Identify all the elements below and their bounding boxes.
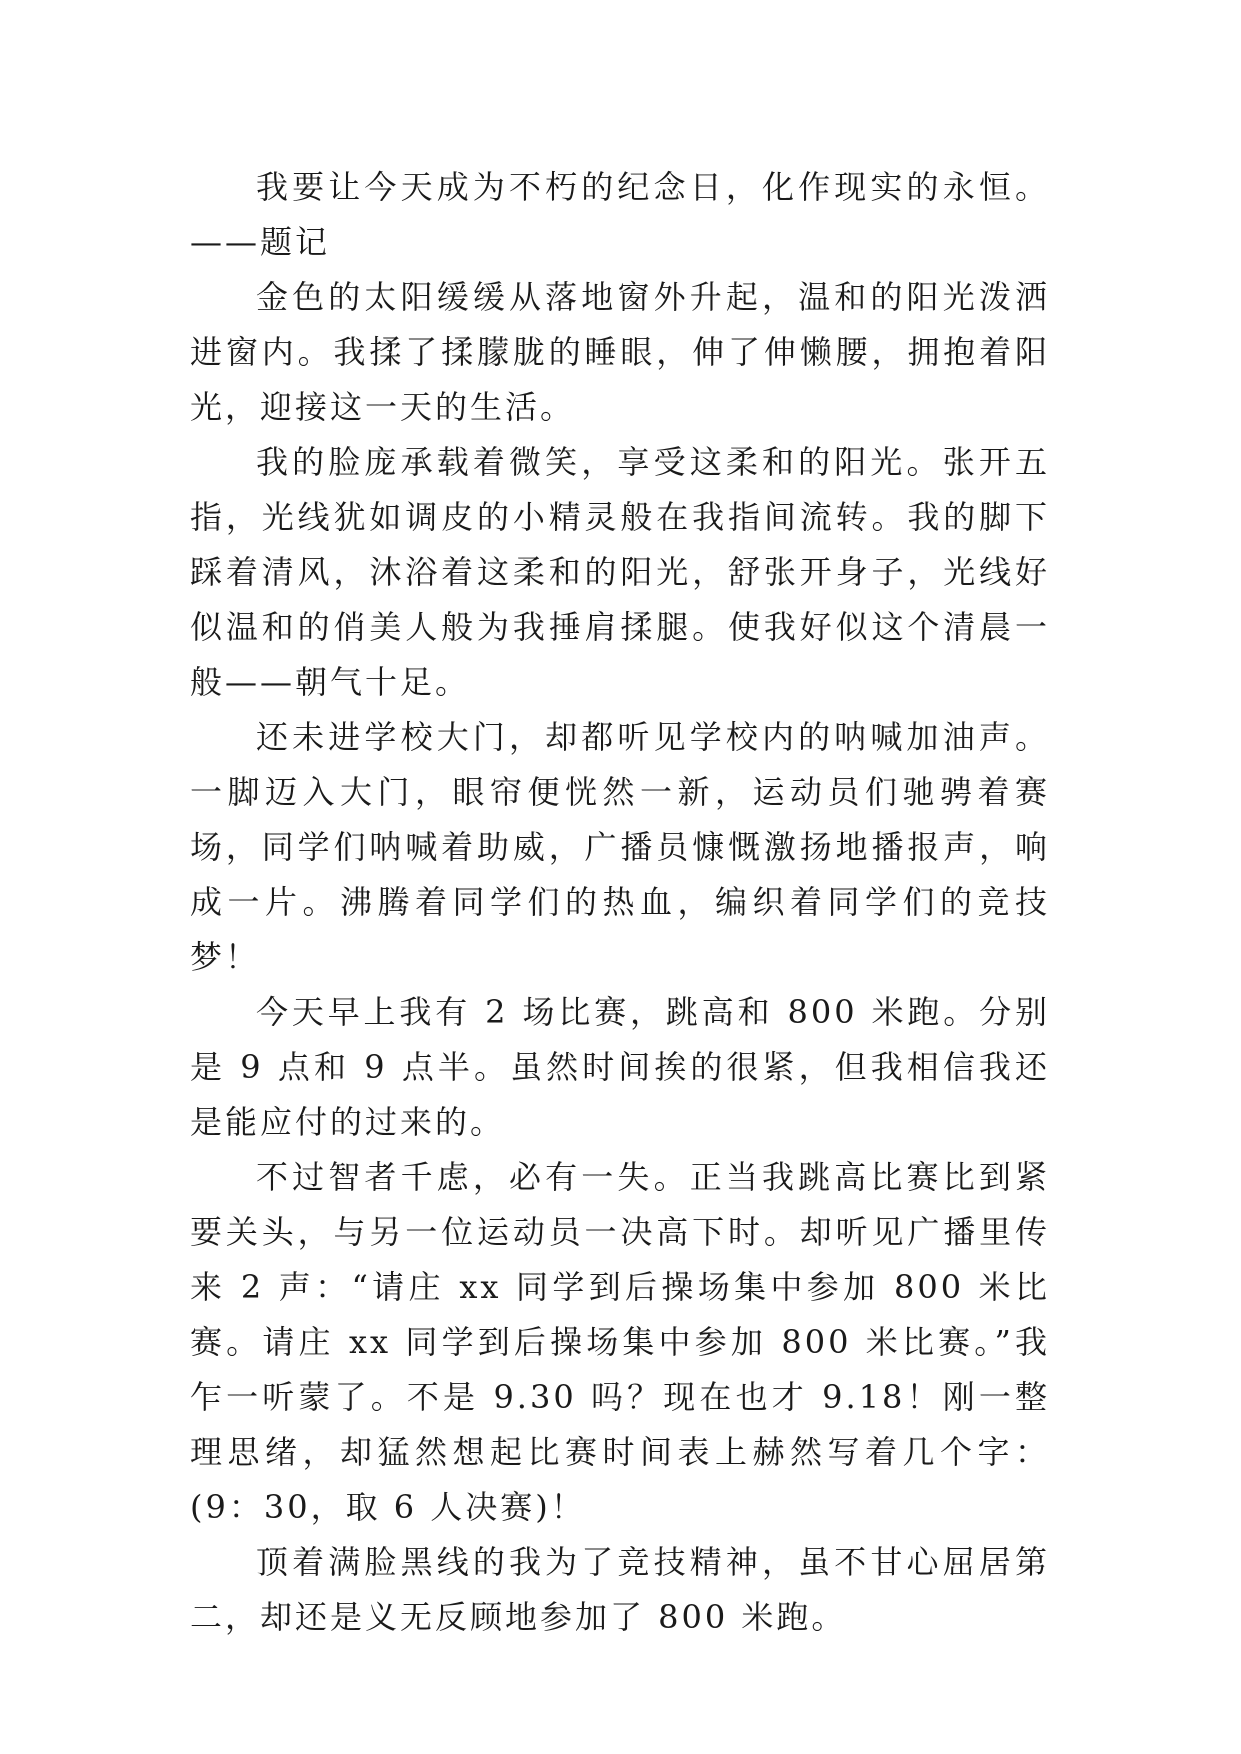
paragraph-schedule: 今天早上我有 2 场比赛，跳高和 800 米跑。分别是 9 点和 9 点半。虽然时间挨的很紧，但我相信我还是能应付的过来的。 bbox=[190, 993, 1050, 1141]
paragraph-sunlight: 我的脸庞承载着微笑，享受这柔和的阳光。张开五指，光线犹如调皮的小精灵般在我指间流转。我的脚下踩着清风，沐浴着这柔和的阳光，舒张开身子，光线好似温和的俏美人般为我捶肩揉腿。使我好似这个清晨一般——朝气十足。 bbox=[190, 443, 1050, 701]
paragraph-800m-race: 顶着满脸黑线的我为了竞技精神，虽不甘心屈居第二，却还是义无反顾地参加了 800 米跑。 bbox=[190, 1543, 1050, 1636]
document-body bbox=[190, 160, 1050, 1645]
paragraph-epigraph: 我要让今天成为不朽的纪念日，化作现实的永恒。——题记 bbox=[190, 168, 1050, 261]
paragraph-school-gate: 还未进学校大门，却都听见学校内的呐喊加油声。一脚迈入大门，眼帘便恍然一新，运动员们驰骋着赛场，同学们呐喊着助威，广播员慷慨激扬地播报声，响成一片。沸腾着同学们的热血，编织着同学们的竞技梦！ bbox=[190, 718, 1050, 976]
paragraph-sunrise: 金色的太阳缓缓从落地窗外升起，温和的阳光泼洒进窗内。我揉了揉朦胧的睡眼，伸了伸懒腰，拥抱着阳光，迎接这一天的生活。 bbox=[190, 278, 1050, 426]
paragraph-broadcast: 不过智者千虑，必有一失。正当我跳高比赛比到紧要关头，与另一位运动员一决高下时。却听见广播里传来 2 声：“请庄 xx 同学到后操场集中参加 800 米比赛。请庄 xx 同学到后操场集中参加 800 米比赛。”我乍一听蒙了。不是 9.30 吗？现在也才 9.18！刚一整理思绪，却猛然想起比赛时间表上赫然写着几个字：(9：30，取 6 人决赛)！ bbox=[190, 1158, 1050, 1526]
